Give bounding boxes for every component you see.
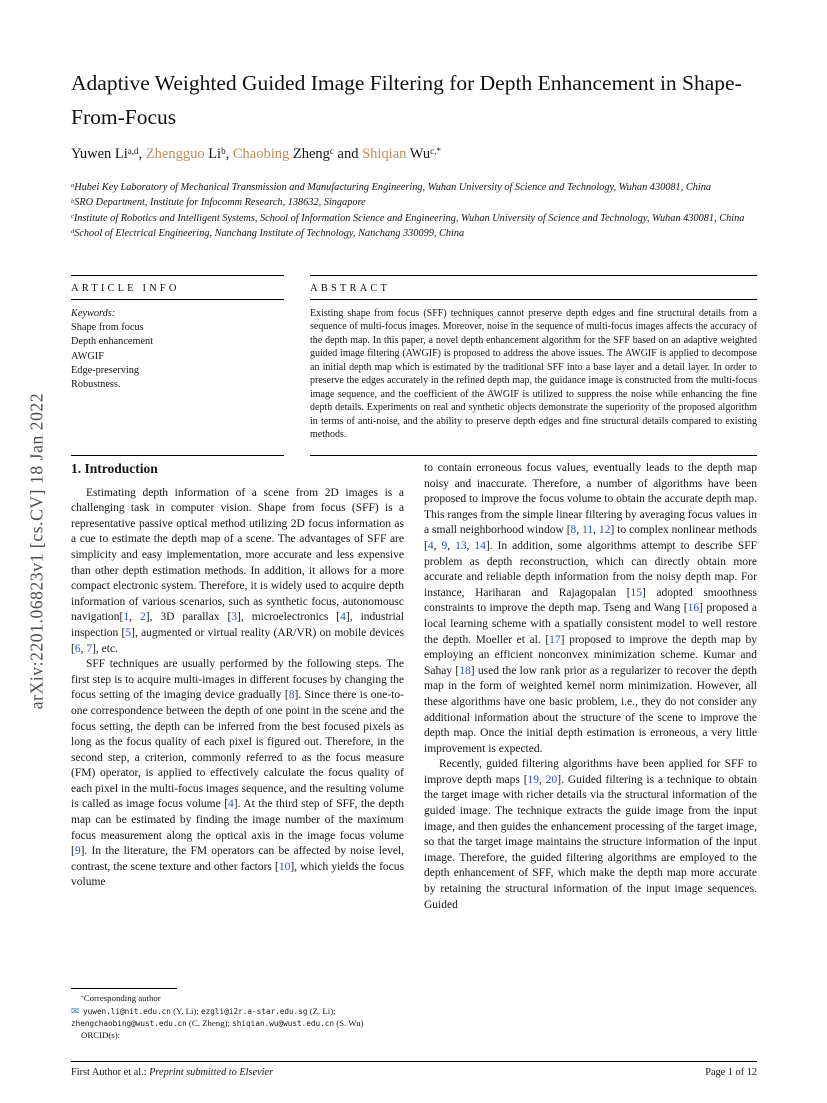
citation-link[interactable]: 1 bbox=[123, 611, 130, 624]
citation-link[interactable]: 4 bbox=[228, 798, 234, 811]
citation-link[interactable]: 20 bbox=[545, 773, 558, 786]
affiliation-text: Hubei Key Laboratory of Mechanical Transmission and Manufacturing Engineering, Wuhan University of Science and Technology, Wuhan 430081, China bbox=[74, 182, 712, 193]
text-segment: Yuwen Li bbox=[71, 146, 128, 162]
citation-link[interactable]: 17 bbox=[549, 633, 561, 646]
citation-link[interactable]: 6 bbox=[74, 642, 81, 655]
abstract-panel bbox=[310, 275, 757, 456]
author-emails bbox=[71, 1006, 404, 1030]
text-segment: ] to complex nonlinear methods [ bbox=[424, 524, 757, 552]
text-segment: (C. Zheng); bbox=[186, 1018, 233, 1029]
affiliation-text: SRO Department, Institute for Infocomm Research, 138632, Singapore bbox=[74, 197, 366, 209]
text-segment: , bbox=[593, 524, 599, 537]
affiliation-marker: d bbox=[71, 228, 75, 236]
arxiv-watermark: arXiv:2201.06823v1 [cs.CV] 18 Jan 2022 bbox=[26, 392, 47, 710]
body-column-right bbox=[424, 461, 757, 1055]
citation-link[interactable]: 5 bbox=[125, 626, 132, 639]
footnote-divider bbox=[71, 988, 177, 989]
abstract-header: ABSTRACT bbox=[310, 283, 391, 294]
citation-link[interactable]: 11 bbox=[582, 524, 594, 537]
citation-link[interactable]: 12 bbox=[598, 524, 611, 537]
footnote-block bbox=[71, 988, 404, 1041]
text-segment: Chaobing bbox=[232, 146, 290, 162]
text-segment: ], industrial inspection [ bbox=[71, 611, 404, 639]
citation-link[interactable]: 7 bbox=[86, 642, 93, 655]
keywords-label: Keywords: bbox=[71, 308, 116, 319]
citation-link[interactable]: 9 bbox=[441, 539, 448, 552]
email-link[interactable]: yuwen.li@nit.edu.cn bbox=[82, 1006, 171, 1016]
text-segment: * bbox=[81, 994, 84, 1001]
footer-left-text bbox=[71, 1067, 273, 1078]
affiliation-text: Institute of Robotics and Intelligent Systems, School of Information Science and Engineering, Wuhan University of Science and Technology, Wuhan 430081, China bbox=[73, 212, 745, 224]
paragraph bbox=[424, 461, 757, 757]
affiliation-text: School of Electrical Engineering, Nanchang Institute of Technology, Nanchang 330099, China bbox=[74, 228, 465, 240]
citation-link[interactable]: 15 bbox=[630, 586, 643, 599]
text-segment: , bbox=[433, 539, 442, 552]
text-segment: ]. Since there is one-to-one correspondence between the depth of one point in the scene and the focus setting, the depth can be inferred from the best focused pixels as long as the focus quality of each pixel is figured out. Therefore, in the second step, a criterion, commonly referred to as the focus measure (FM) operator, is applied to effectively calculate the focus quality of each pixel in the multi-focus images sequence, and the resulting volume is called as image focus volume [ bbox=[71, 689, 404, 811]
text-segment: , bbox=[225, 146, 233, 162]
citation-link[interactable]: 8 bbox=[570, 524, 577, 537]
citation-link[interactable]: 14 bbox=[474, 539, 486, 552]
text-segment: Wu bbox=[406, 146, 431, 162]
text-segment: ] adopted smoothness constraints to improve the depth map. Tseng and Wang [ bbox=[424, 586, 757, 615]
abstract-text: Existing shape from focus (SFF) techniques cannot preserve depth edges and fine structural details from a sequence of multi-focus images. Moreover, noise in the sequence of multi-focus images affects the accuracy of the depth map. In this paper, a novel depth enhancement algorithm for the SFF based on an adaptive weighted guided image filtering (AWGIF) is proposed to address the above issues. The AWGIF is applied to decompose an initial depth map which is estimated by the traditional SFF into a base layer and a detail layer. In order to preserve the edges accurately in the refined depth map, the guidance image is constructed from the multi-focus image sequence, and the coefficient of the AWGIF is utilized to suppress the noise while enhancing the fine depth details. Experiments on real and synthetic objects demonstrate the superiority of the proposed algorithm in terms of anti-noise, and the ability to preserve depth edges and fine structural details compared to existing methods. bbox=[310, 308, 757, 441]
paragraph bbox=[424, 757, 757, 913]
article-info-divider bbox=[71, 299, 284, 300]
text-segment: a,d bbox=[127, 145, 139, 156]
affiliation-marker: a bbox=[71, 182, 75, 190]
text-segment: , bbox=[80, 642, 87, 655]
email-link[interactable]: zhengchaobing@wust.edu.cn bbox=[71, 1019, 187, 1029]
section-heading: 1. Introduction bbox=[71, 461, 158, 476]
citation-link[interactable]: 4 bbox=[340, 611, 346, 624]
orcid-label: ORCID(s): bbox=[81, 1029, 121, 1040]
body-column-left bbox=[71, 461, 404, 986]
citation-link[interactable]: 10 bbox=[278, 860, 291, 873]
text-segment: Preprint submitted to Elsevier bbox=[149, 1067, 274, 1078]
text-segment: ], which yields the focus volume bbox=[71, 860, 404, 889]
paper-title: Adaptive Weighted Guided Image Filtering for Depth Enhancement in Shape-From-Focus bbox=[71, 71, 742, 129]
author-line bbox=[71, 146, 765, 163]
text-segment: Zheng bbox=[289, 146, 330, 162]
text-segment: ] proposed a local learning scheme with a spatially consistent model to well restore the depth. Moeller et al. [ bbox=[424, 602, 757, 646]
corresponding-author-note bbox=[71, 993, 404, 1005]
citation-link[interactable]: 16 bbox=[687, 602, 700, 615]
text-segment: Shiqian bbox=[362, 146, 407, 162]
keyword-item: Edge-preserving bbox=[71, 364, 140, 376]
text-segment: ]. At the third step of SFF, the depth map can be estimated by finding the image number of the maximum focus measurement along the optical axis in the image focus volume [ bbox=[71, 798, 404, 858]
text-segment: ]. In the literature, the FM operators can be affected by noise level, contrast, the scene texture and other factors [ bbox=[71, 845, 404, 873]
text-segment: and bbox=[333, 146, 363, 162]
citation-link[interactable]: 19 bbox=[527, 773, 540, 786]
footer-divider bbox=[71, 1061, 757, 1062]
keyword-item: AWGIF bbox=[71, 350, 104, 362]
affiliation-marker: c bbox=[71, 212, 74, 220]
abstract-divider bbox=[310, 299, 757, 300]
affiliation-c bbox=[71, 211, 765, 226]
keyword-item: Shape from focus bbox=[71, 322, 144, 334]
text-segment: Li bbox=[204, 146, 222, 162]
article-info-panel bbox=[71, 275, 284, 456]
text-segment: , bbox=[447, 539, 456, 552]
text-segment: , bbox=[539, 773, 546, 786]
page-footer bbox=[71, 1067, 757, 1078]
email-icon: ✉ bbox=[71, 1006, 79, 1017]
citation-link[interactable]: 3 bbox=[231, 611, 238, 624]
paragraph bbox=[71, 657, 404, 891]
paragraph bbox=[71, 486, 404, 658]
text-segment: , bbox=[576, 524, 583, 537]
text-segment: Corresponding author bbox=[83, 993, 161, 1003]
page-number: Page 1 of 12 bbox=[705, 1067, 757, 1078]
text-segment: ], augmented or virtual reality (AR/VR) on mobile devices [ bbox=[71, 626, 404, 655]
text-segment: ], microelectronics [ bbox=[237, 611, 341, 624]
text-segment: ] used the low rank prior as a regularizer to recover the depth map in the form of weighted kernel norm minimization. However, all these algorithms have one basic problem, i.e., they do not consider any additional information about the structure of the scene to improve the depth map. Once the initial depth estimation is erroneous, a very little improvement is expected. bbox=[424, 664, 757, 755]
text-segment: ]. In addition, some algorithms attempt to describe SFF problem as depth reconstruction, which can directly obtain more accurate and reliable depth information from the noisy depth map. For instance, Hariharan and Rajagopalan [ bbox=[424, 539, 757, 599]
affiliation-marker: b bbox=[71, 197, 75, 205]
text-segment: Estimating depth information of a scene from 2D images is a challenging task in computer vision. Shape from focus (SFF) is a representative passive optical method utilizing 2D focus information as a cue to estimate the depth map of a scene. The advantages of SFF are simplicity and easy implementation, more accurate and less expensive than other depth estimation methods. In addition, it allows for a more compact electronic system. Therefore, it is widely used to acquire depth information of various scenarios, such as synthetic focus, autonomousc navigation[ bbox=[71, 486, 404, 624]
text-segment: (Z. Li); bbox=[307, 1005, 336, 1016]
text-segment: Recently, guided filtering algorithms have been applied for SFF to improve depth maps [ bbox=[424, 758, 757, 786]
text-segment: (Y. Li); bbox=[170, 1005, 202, 1016]
email-link[interactable]: ezgli@i2r.a-star.edu.sg bbox=[201, 1006, 308, 1016]
keywords-list bbox=[71, 307, 284, 392]
keyword-item: Depth enhancement bbox=[71, 336, 154, 348]
text-segment: , bbox=[466, 539, 475, 552]
citation-link[interactable]: 13 bbox=[455, 539, 467, 552]
text-segment: , bbox=[129, 611, 140, 624]
text-segment: ]. Guided filtering is a technique to obtain the target image with richer details via the structural information of the guided image. The technique extracts the guide image from the input image, and then guides the enhancement processing of the target image, so that the target image maintains the structure information of the input image. Therefore, the guided filtering algorithms are employed to the depth enhancement of SFF, which make the depth map more accurate by retaining the structural information of the input image sequences. Guided bbox=[424, 773, 757, 911]
text-segment: (S. Wu) bbox=[334, 1018, 364, 1029]
citation-link[interactable]: 8 bbox=[288, 689, 295, 702]
text-segment: ], etc. bbox=[92, 642, 118, 655]
text-segment: ] proposed to improve the depth map by employing an efficient nonconvex minimization scheme. Kumar and Sahay [ bbox=[424, 633, 757, 677]
affiliation-a bbox=[71, 180, 765, 195]
citation-link[interactable]: 9 bbox=[74, 845, 81, 858]
affiliations bbox=[71, 180, 765, 242]
text-segment: SFF techniques are usually performed by the following steps. The first step is to acquire multi-images in different focuses by changing the focus setting of the imaging device gradually [ bbox=[71, 658, 404, 702]
text-segment: c bbox=[329, 145, 334, 156]
affiliation-b bbox=[71, 195, 765, 210]
text-segment: , bbox=[138, 146, 146, 162]
email-list bbox=[71, 1006, 364, 1029]
email-link[interactable]: shiqian.wu@wust.edu.cn bbox=[232, 1019, 334, 1029]
text-segment: Zhengguo bbox=[145, 146, 205, 162]
affiliation-d bbox=[71, 226, 765, 241]
text-segment: ], 3D parallax [ bbox=[145, 611, 232, 624]
citation-link[interactable]: 18 bbox=[459, 664, 471, 677]
citation-link[interactable]: 2 bbox=[139, 611, 146, 624]
article-info-header: ARTICLE INFO bbox=[71, 283, 180, 294]
text-segment: First Author et al.: bbox=[71, 1067, 150, 1078]
text-segment: c,* bbox=[430, 145, 441, 156]
citation-link[interactable]: 4 bbox=[427, 539, 434, 552]
keyword-item: Robustness. bbox=[71, 379, 121, 391]
text-segment: b bbox=[221, 145, 226, 156]
text-segment: to contain erroneous focus values, eventually leads to the depth map noisy and inaccurate. Therefore, a number of algorithms have been proposed to improve the focus volume to obtain the accurate depth map. This ranges from the simple linear filtering by averaging focus values in a small neighborhood window [ bbox=[424, 462, 757, 537]
